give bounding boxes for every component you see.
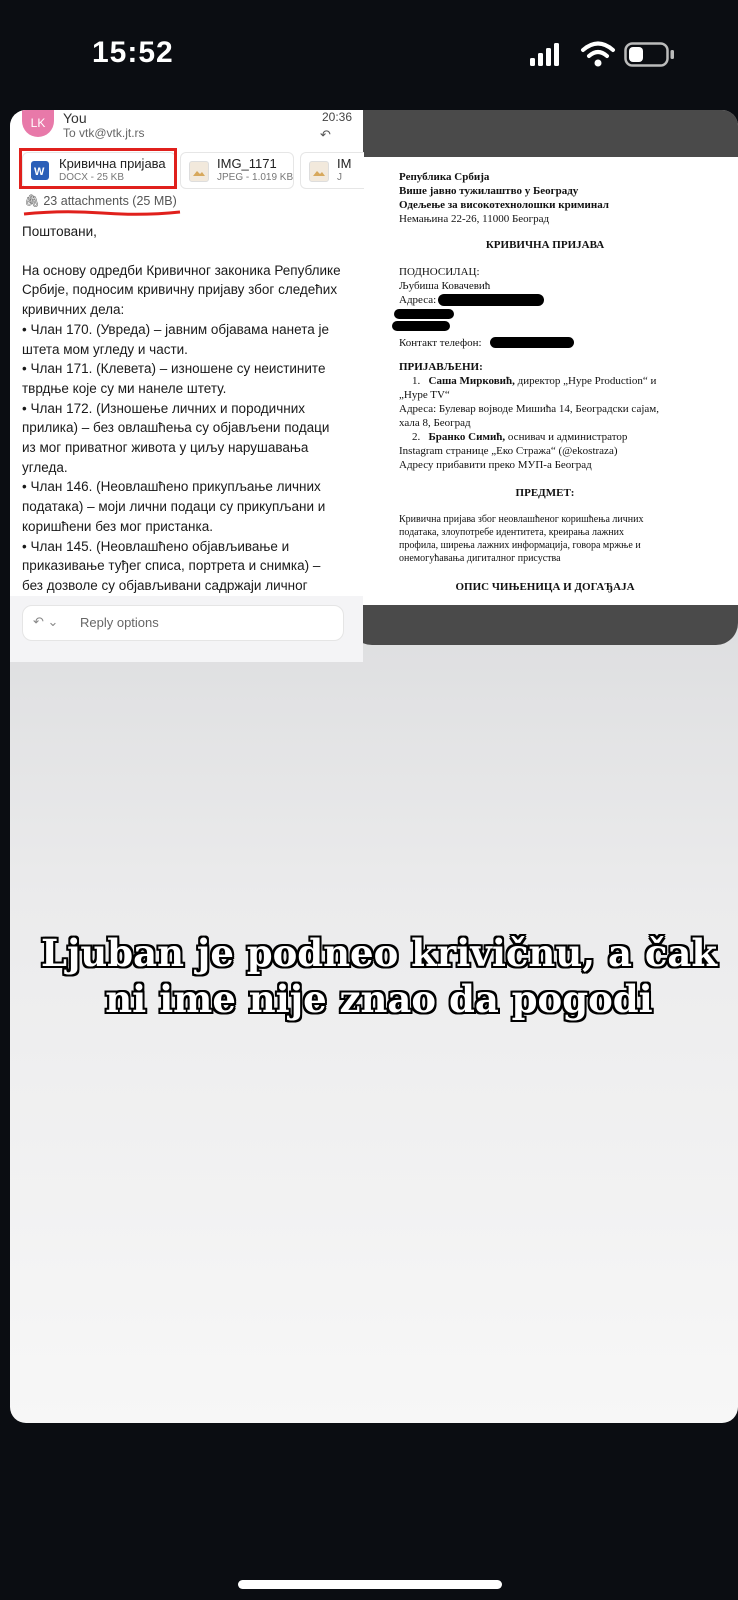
attachment-name: IM [337,156,352,171]
reply-options-label: Reply options [80,615,159,630]
status-icons [528,40,678,70]
doc-reported-1-cont: „Hype TV“ [399,389,450,401]
paperclip-icon: 🖇 [24,194,40,208]
doc-title: КРИВИЧНА ПРИЈАВА [485,239,605,251]
redaction-mark [438,294,544,306]
doc-reported-2 [412,431,627,443]
battery-icon [624,41,678,69]
email-body [22,222,342,596]
image-file-icon [189,161,209,182]
doc-header-line: Одељење за високотехнолошки криминал [399,199,609,211]
red-underline [22,208,182,218]
doc-header-line: Република Србија [399,171,490,183]
list-number: 2. [412,431,421,443]
email-sender: You [63,110,87,126]
doc-phone-label: Контакт телефон: [399,337,482,349]
doc-header-line: Више јавно тужилаштво у Београду [399,185,579,197]
reported-name: Бранко Симић, [428,431,506,443]
status-bar [0,0,738,110]
reply-all-icon: ↶ ⌄ [33,614,59,629]
doc-facts-label: ОПИС ЧИЊЕНИЦА И ДОГАЂАЈА [455,581,635,593]
attachment-meta: JPEG - 1.019 KB [217,172,294,183]
caption-line: ni ime nije znao da pogodi [105,977,653,1021]
highlight-box [19,148,177,189]
attachment-image[interactable] [180,152,294,189]
email-screenshot [10,110,363,662]
doc-subject-line: онемогућавања дигиталног присуства [399,553,561,564]
doc-subject-label: ПРЕДМЕТ: [515,487,575,499]
email-paragraph: • Члан 171. (Клевета) – изношене су неистините тврдње које су ми нанеле штету. [22,361,326,396]
email-time: 20:36 [322,110,353,124]
email-paragraph: • Члан 145. (Неовлашћено објављивање и приказивање туђег списа, портрета и снимка) – без дозволе су објављивани садржаји личног [22,538,321,593]
email-paragraph: • Члан 172. (Изношење личних и породичних прилика) – без овлашћења су објављени подаци из мог приватног живота у циљу нарушавања угледа. [22,400,330,475]
image-file-icon [309,161,329,182]
doc-subject-line: података, злоупотребе идентитета, креирања лажних [399,527,624,538]
reported-name: Саша Мирковић, [428,375,515,387]
avatar: LK [22,110,54,137]
reported-role: оснивач и администратор [505,431,628,443]
redaction-mark [490,337,574,348]
redaction-mark [394,309,454,319]
document-page [352,157,738,605]
doc-reported-1-addr: Адреса: Булевар војводе Мишића 14, Београдски сајам, [399,403,659,415]
doc-reported-1-addr: хала 8, Београд [399,417,471,429]
attachments-count-label: 23 attachments (25 MB) [43,194,177,208]
email-recipient: To vtk@vtk.jt.rs [63,126,145,140]
attachment-name: Кривична пријава [59,156,166,171]
wifi-icon [580,40,616,70]
email-paragraph: На основу одредби Кривичног законика Републике Србије, подносим кривичну пријаву због следећих кривичних дела: [22,262,341,318]
doc-reported-2-line: Адресу прибавити преко МУП-а Београд [399,459,592,471]
redaction-mark [392,321,450,331]
doc-submitter-label: ПОДНОСИЛАЦ: [399,266,480,278]
email-paragraph: • Члан 170. (Увреда) – јавним објавама нанета је штета мом угледу и части. [22,321,329,357]
home-indicator[interactable] [238,1580,502,1589]
reported-role: директор „Hype Production“ и [514,375,657,387]
reply-options-button[interactable] [22,605,344,641]
attachments-count[interactable] [24,194,177,209]
svg-text:W: W [34,166,45,178]
doc-address-label: Адреса: [399,294,437,306]
doc-subject-line: профила, ширења лажних информација, говора мржње и [399,540,641,551]
email-paragraph: • Члан 146. (Неовлашћено прикупљање личних података) – моји лични подаци су прикупљани и коришћени без мог пристанка. [22,479,326,534]
attachment-meta: J [337,172,342,183]
list-number: 1. [412,375,421,387]
doc-reported-2-line: Instagram странице „Еко Стража“ (@ekostraza) [399,445,618,457]
attachment-image[interactable] [300,152,364,189]
email-greeting: Поштовани, [22,224,97,239]
story-card [10,110,738,1423]
status-time: 15:52 [92,36,174,69]
doc-reported-label: ПРИЈАВЉЕНИ: [399,361,483,373]
story-caption [30,930,728,1022]
doc-submitter-name: Љубиша Ковачевић [399,280,491,292]
attachment-meta: DOCX - 25 KB [59,172,125,183]
reply-icon[interactable]: ↶ [320,127,331,142]
doc-subject-line: Кривична пријава због неовлашћеног коришћења личних [399,514,644,525]
doc-reported-1 [412,375,656,387]
attachment-name: IMG_1171 [217,156,277,171]
caption-line: Ljuban je podneo krivičnu, a čak [41,931,717,975]
doc-address: Немањина 22-26, 11000 Београд [399,213,550,225]
